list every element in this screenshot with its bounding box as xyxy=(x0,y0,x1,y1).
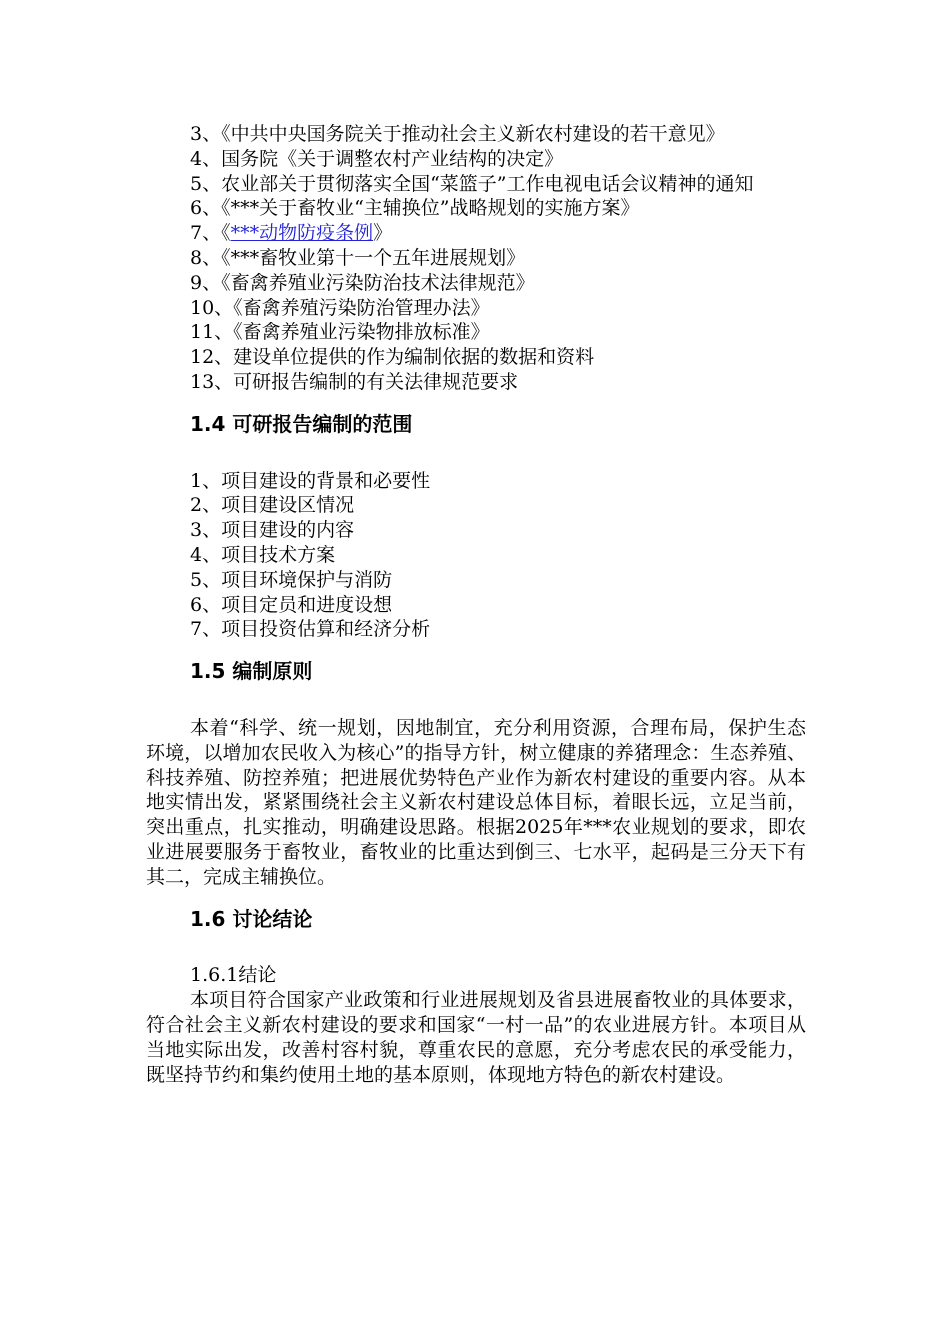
basis-item-11: 11、《畜禽养殖业污染物排放标准》 xyxy=(190,321,490,344)
basis-item-10: 10、《畜禽养殖污染防治管理办法》 xyxy=(190,296,490,319)
principle-paragraph: 本着“科学、统一规划，因地制宜，充分利用资源，合理布局，保护生态环境，以增加农民收入为核心”的指导方针，树立健康的养猪理念：生态养殖、科技养殖、防控养殖；把进展优势特色产业作为新农村建设的重要内容。从本地实情出发，紧紧围绕社会主义新农村建设总体目标，着眼长远，立足当前，突出重点，扎实推动，明确建设思路。根据2025年***农业规划的要求，即农业进展要服务于畜牧业，畜牧业的比重达到倒三、七水平，起码是三分天下有其二，完成主辅换位。 xyxy=(146,716,806,888)
basis-item-4: 4、国务院《关于调整农村产业结构的决定》 xyxy=(190,147,564,170)
section-1-6-title: 1.6 讨论结论 xyxy=(190,906,313,931)
scope-item: 3、项目建设的内容 xyxy=(190,519,355,542)
scope-list xyxy=(146,469,806,643)
basis-item-5: 5、农业部关于贯彻落实全国“菜篮子”工作电视电话会议精神的通知 xyxy=(190,172,754,195)
conclusion-paragraph: 本项目符合国家产业政策和行业进展规划及省县进展畜牧业的具体要求，符合社会主义新农村建设的要求和国家“一村一品”的农业进展方针。本项目从当地实际出发，改善村容村貌，尊重农民的意愿，充分考虑农民的承受能力，既坚持节约和集约使用土地的基本原则，体现地方特色的新农村建设。 xyxy=(146,989,806,1086)
basis-item-13: 13、可研报告编制的有关法律规范要求 xyxy=(190,370,519,393)
scope-item: 7、项目投资估算和经济分析 xyxy=(190,618,431,641)
scope-item: 1、项目建设的背景和必要性 xyxy=(190,469,431,492)
animal-epidemic-regulation-link[interactable]: ***动物防疫条例 xyxy=(230,222,374,245)
basis-item-6: 6、《***关于畜牧业“主辅换位”战略规划的实施方案》 xyxy=(190,197,640,220)
basis-item-7-prefix: 7、《 xyxy=(190,222,231,245)
section-1-4-title: 1.4 可研报告编制的范围 xyxy=(190,411,413,436)
basis-item-7 xyxy=(146,221,806,246)
scope-item: 5、项目环境保护与消防 xyxy=(190,568,393,591)
scope-item: 6、项目定员和进度设想 xyxy=(190,593,393,616)
basis-item-12: 12、建设单位提供的作为编制依据的数据和资料 xyxy=(190,346,595,369)
basis-item-9: 9、《畜禽养殖业污染防治技术法律规范》 xyxy=(190,271,535,294)
section-1-6-1-subtitle: 1.6.1结论 xyxy=(190,964,277,987)
basis-item-8: 8、《***畜牧业第十一个五年进展规划》 xyxy=(190,246,526,269)
document-content xyxy=(146,122,806,1087)
scope-item: 4、项目技术方案 xyxy=(190,543,336,566)
section-1-5-title: 1.5 编制原则 xyxy=(190,659,313,684)
scope-item: 2、项目建设区情况 xyxy=(190,494,355,517)
basis-item-7-suffix: 》 xyxy=(373,222,393,245)
basis-item-3: 3、《中共中央国务院关于推动社会主义新农村建设的若干意见》 xyxy=(190,123,725,145)
